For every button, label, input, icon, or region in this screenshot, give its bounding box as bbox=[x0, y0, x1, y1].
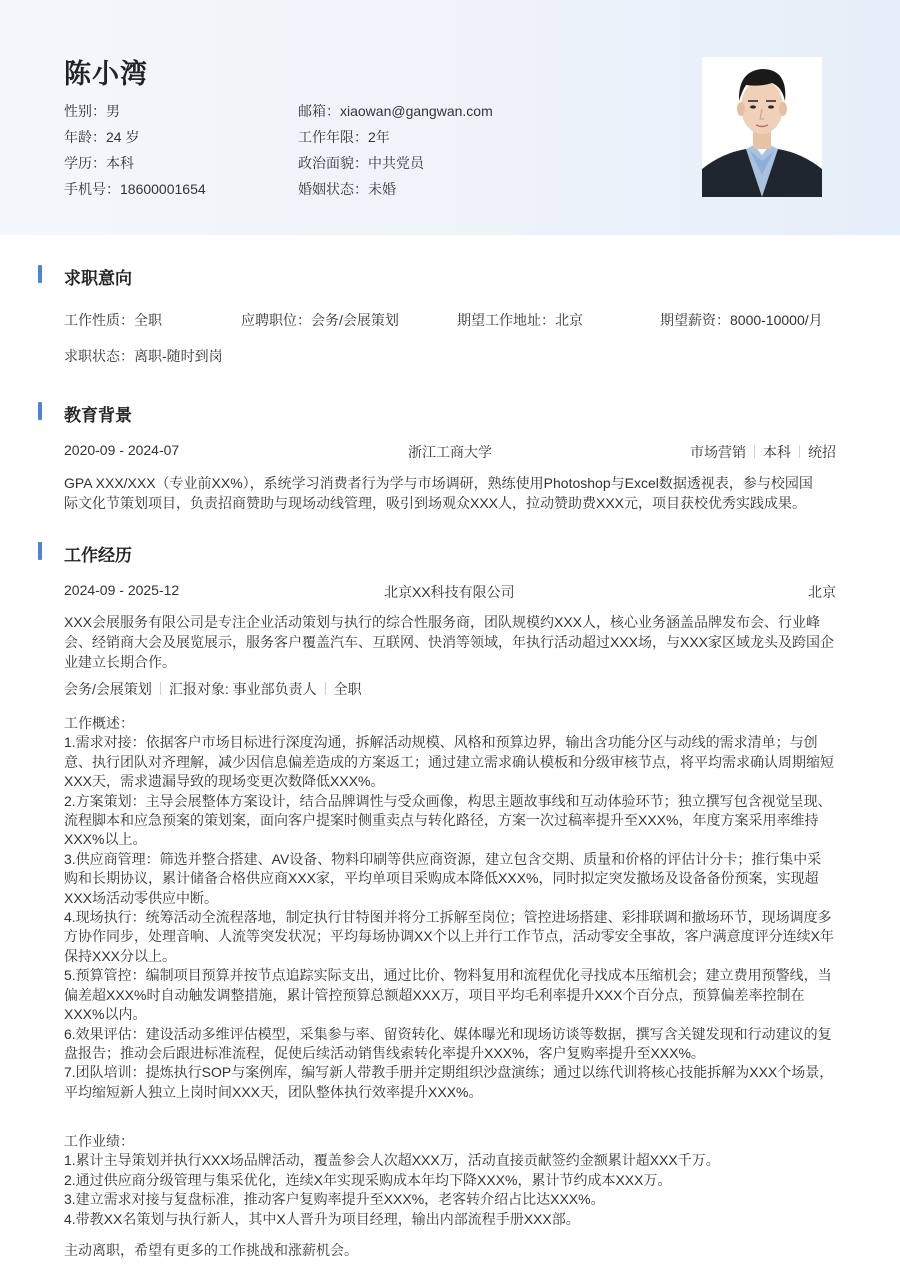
email-row: 邮箱：xiaowan@gangwan.com bbox=[298, 103, 493, 119]
work-report-to: 汇报对象: 事业部负责人 bbox=[168, 681, 317, 697]
overview-line: 1.需求对接：依据客户市场目标进行深度沟通，拆解活动规模、风格和预算边界，输出含功能分区与动线的需求清单；与创 bbox=[64, 734, 818, 751]
work-overview bbox=[64, 714, 839, 1102]
overview-line: 工作概述： bbox=[64, 715, 134, 731]
section-accent-bar bbox=[38, 265, 42, 283]
overview-line: 保持XXX分以上。 bbox=[64, 947, 177, 964]
intent-salary: 期望薪资：8000-10000/月 bbox=[660, 312, 823, 328]
achievement-line: 2.通过供应商分级管理与集采优化，连续X年实现采购成本年均下降XXX%，累计节约成本XXX万。 bbox=[64, 1171, 672, 1188]
overview-line: 平均缩短新人独立上岗时间XXX天，团队整体执行效率提升XXX%。 bbox=[64, 1083, 483, 1100]
achievement-line: 1.累计主导策划并执行XXX场品牌活动，覆盖参会人次超XXX万，活动直接贡献签约金额累计超XXX千万。 bbox=[64, 1152, 720, 1169]
work-years-value: 2年 bbox=[368, 129, 390, 145]
divider bbox=[325, 682, 326, 695]
work-city: 北京 bbox=[808, 584, 836, 600]
education-value: 本科 bbox=[106, 155, 134, 171]
achievement-line: 4.带教XX名策划与执行新人，其中X人晋升为项目经理，输出内部流程手册XXX部。 bbox=[64, 1210, 580, 1227]
politics-row: 政治面貌：中共党员 bbox=[298, 155, 424, 171]
work-role: 会务/会展策划 bbox=[64, 681, 152, 697]
work-job-type: 全职 bbox=[333, 681, 362, 697]
section-accent-bar bbox=[38, 542, 42, 560]
education-row: 学历：本科 bbox=[64, 155, 134, 171]
intent-status: 求职状态：离职-随时到岗 bbox=[64, 348, 223, 364]
overview-line: 偏差超XXX%时自动触发调整措施，累计管控预算总额超XXX万，项目平均毛利率提升XXX个百分点，预算偏差率控制在 bbox=[64, 986, 805, 1003]
email-value: xiaowan@gangwan.com bbox=[340, 103, 493, 119]
overview-line: XXX%以上。 bbox=[64, 831, 147, 848]
work-company: 北京XX科技有限公司 bbox=[384, 584, 515, 600]
overview-line: 5.预算管控：编制项目预算并按节点追踪实际支出，通过比价、物料复用和流程优化寻找成本压缩机会；建立费用预警线，当 bbox=[64, 967, 832, 984]
education-period: 2020-09 - 2024-07 bbox=[64, 442, 180, 458]
overview-line: 2.方案策划：主导会展整体方案设计，结合品牌调性与受众画像，构思主题故事线和互动体验环节；独立撰写包含视觉呈现、 bbox=[64, 792, 832, 809]
education-school: 浙江工商大学 bbox=[408, 444, 492, 460]
phone-value: 18600001654 bbox=[120, 181, 206, 197]
intent-location: 期望工作地址：北京 bbox=[457, 312, 583, 328]
profile-photo bbox=[702, 57, 822, 197]
divider bbox=[160, 682, 161, 695]
overview-line: 方协作同步，处理音响、人流等突发状况；平均每场协调XX个以上并行工作节点，活动零安全事故，客户满意度评分连续X年 bbox=[64, 928, 835, 945]
overview-line: 6.效果评估：建设活动多维评估模型，采集参与率、留资转化、媒体曝光和现场访谈等数据，撰写含关键发现和行动建议的复 bbox=[64, 1025, 832, 1042]
work-tags bbox=[64, 679, 362, 699]
education-degree: 本科 bbox=[763, 444, 791, 460]
overview-line: 购和长期协议，累计储备合格供应商XXX家，平均单项目采购成本降低XXX%，同时拟定突发撤场及设备备份预案，实现超 bbox=[64, 870, 819, 887]
politics-value: 中共党员 bbox=[368, 155, 424, 171]
candidate-name: 陈小湾 bbox=[64, 59, 148, 89]
section-title-intent: 求职意向 bbox=[64, 269, 132, 288]
intent-nature: 工作性质：全职 bbox=[64, 312, 162, 328]
phone-row: 手机号：18600001654 bbox=[64, 181, 206, 197]
overview-line: XXX场活动零供应中断。 bbox=[64, 889, 219, 906]
gender-value: 男 bbox=[106, 103, 120, 119]
overview-line: 盘报告；推动会后跟进标准流程，促使后续活动销售线索转化率提升XXX%，客户复购率提升至XXX%。 bbox=[64, 1044, 705, 1061]
education-type: 统招 bbox=[808, 444, 836, 460]
achievement-line: 3.建立需求对接与复盘标准，推动客户复购率提升至XXX%，老客转介绍占比达XXX%。 bbox=[64, 1191, 605, 1208]
section-title-education: 教育背景 bbox=[64, 406, 132, 425]
age-value: 24 岁 bbox=[106, 129, 140, 145]
education-description: GPA XXX/XXX（专业前XX%），系统学习消费者行为学与市场调研，熟练使用Photoshop与Excel数据透视表，参与校园国 际文化节策划项目，负责招商赞助与现场动线管理，吸引到场观众XXX人，拉动赞助费XXX元，项目获校优秀实践成果。 bbox=[64, 475, 813, 511]
divider bbox=[754, 445, 755, 458]
work-achievements bbox=[64, 1132, 839, 1229]
overview-line: 4.现场执行：统筹活动全流程落地，制定执行甘特图并将分工拆解至岗位；管控进场搭建、彩排联调和撤场环节，现场调度多 bbox=[64, 909, 832, 926]
work-period: 2024-09 - 2025-12 bbox=[64, 582, 180, 598]
marital-row: 婚姻状态：未婚 bbox=[298, 181, 396, 197]
achievement-line: 工作业绩： bbox=[64, 1133, 134, 1149]
company-description: XXX会展服务有限公司是专注企业活动策划与执行的综合性服务商，团队规模约XXX人，核心业务涵盖品牌发布会、行业峰 会、经销商大会及展览展示，服务客户覆盖汽车、互联网、快消等领域，年执行活动超过XXX场，与XXX家区域龙头及跨国企 业建立长期合作。 bbox=[64, 614, 835, 670]
age-row: 年龄：24 岁 bbox=[64, 129, 140, 145]
section-accent-bar bbox=[38, 402, 42, 420]
overview-line: 意、执行团队对齐理解，减少因信息偏差造成的方案返工；通过建立需求确认模板和分级审核节点，将平均需求确认周期缩短 bbox=[64, 753, 834, 770]
portrait-image bbox=[702, 57, 822, 197]
gender-row: 性别：男 bbox=[64, 103, 120, 119]
section-title-work: 工作经历 bbox=[64, 546, 132, 565]
overview-line: XXX天，需求遗漏导致的现场变更次数降低XXX%。 bbox=[64, 773, 385, 790]
work-years-row: 工作年限：2年 bbox=[298, 129, 390, 145]
overview-line: 3.供应商管理：筛选并整合搭建、AV设备、物料印刷等供应商资源，建立包含交期、质量和价格的评估计分卡；推行集中采 bbox=[64, 850, 822, 867]
overview-line: 7.团队培训：提炼执行SOP与案例库，编写新人带教手册并定期组织沙盘演练；通过以练代训将核心技能拆解为XXX个场景， bbox=[64, 1064, 834, 1081]
divider bbox=[799, 445, 800, 458]
overview-line: 流程脚本和应急预案的策划案，面向客户提案时侧重卖点与转化路径，方案一次过稿率提升至XXX%，年度方案采用率维持 bbox=[64, 812, 819, 829]
education-meta bbox=[690, 442, 836, 462]
marital-value: 未婚 bbox=[368, 181, 396, 197]
education-major: 市场营销 bbox=[690, 444, 746, 460]
intent-position: 应聘职位：会务/会展策划 bbox=[241, 312, 399, 328]
leave-reason: 主动离职，希望有更多的工作挑战和涨薪机会。 bbox=[64, 1242, 358, 1258]
overview-line: XXX%以内。 bbox=[64, 1006, 147, 1023]
resume-header bbox=[0, 0, 900, 235]
